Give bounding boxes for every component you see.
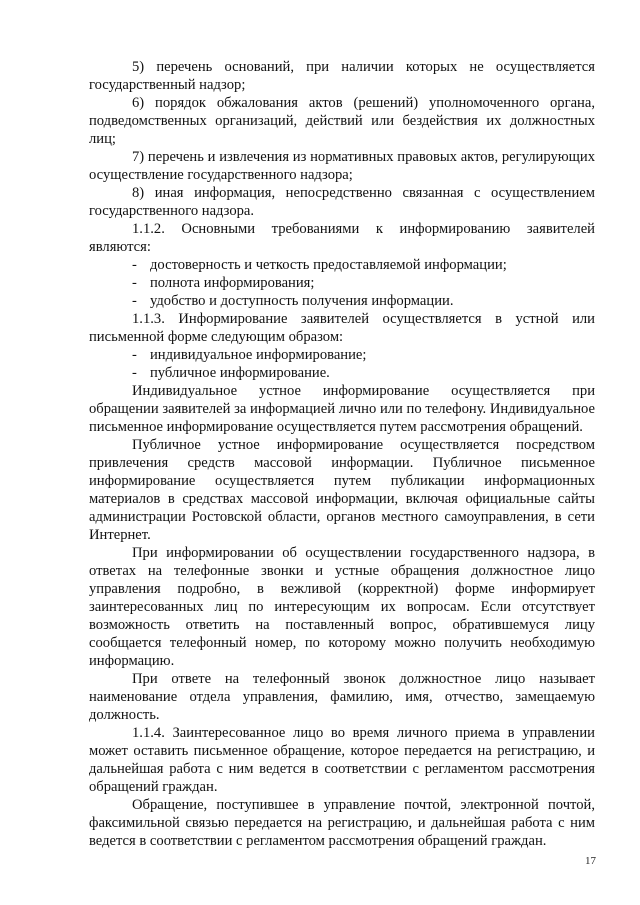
list-item-text: удобство и доступность получения информации. [150, 293, 454, 309]
paragraph-item-7: 7) перечень и извлечения из нормативных правовых актов, регулирующих осуществление государственного надзора; [89, 149, 595, 183]
list-dash: - [132, 275, 137, 291]
list-item-text: достоверность и четкость предоставляемой информации; [150, 257, 507, 273]
paragraph-1-1-3: 1.1.3. Информирование заявителей осуществляется в устной или письменной форме следующим образом: [89, 311, 595, 345]
paragraph-phone-call: При ответе на телефонный звонок должностное лицо называет наименование отдела управления, фамилию, имя, отчество, замещаемую должность. [89, 671, 595, 723]
document-body [89, 58, 595, 850]
list-item [89, 274, 595, 292]
list-item-text: публичное информирование. [150, 365, 330, 381]
list-item [89, 256, 595, 274]
paragraph-1-1-4: 1.1.4. Заинтересованное лицо во время личного приема в управлении может оставить письменное обращение, которое передается на регистрацию, и дальнейшая работа с ним ведется в соответствии с регламентом рассмотрения обращений граждан. [89, 725, 595, 795]
paragraph-public-info: Публичное устное информирование осуществляется посредством привлечения средств массовой информации. Публичное письменное информирование осуществляется путем публикации информационных материалов в средствах массовой информации, включая официальные сайты администрации Ростовской области, органов местного самоуправления, в сети Интернет. [89, 437, 595, 543]
list-dash: - [132, 365, 137, 381]
paragraph-1-1-2: 1.1.2. Основными требованиями к информированию заявителей являются: [89, 221, 595, 255]
paragraph-mail-appeal: Обращение, поступившее в управление почтой, электронной почтой, факсимильной связью передается на регистрацию, и дальнейшая работа с ним ведется в соответствии с регламентом рассмотрения обращений граждан. [89, 797, 595, 849]
list-dash: - [132, 347, 137, 363]
list-item [89, 292, 595, 310]
page-number: 17 [585, 855, 596, 867]
paragraph-individual-info: Индивидуальное устное информирование осуществляется при обращении заявителей за информацией лично или по телефону. Индивидуальное письменное информирование осуществляется путем рассмотрения обращений. [89, 383, 595, 435]
list-item [89, 346, 595, 364]
paragraph-phone-answers: При информировании об осуществлении государственного надзора, в ответах на телефонные звонки и устные обращения должностное лицо управления подробно, в вежливой (корректной) форме информирует заинтересованных лиц по интересующим их вопросам. Если отсутствует возможность ответить на поставленный вопрос, обратившемуся лицу сообщается телефонный номер, по которому можно получить необходимую информацию. [89, 545, 595, 669]
list-dash: - [132, 293, 137, 309]
list-item-text: полнота информирования; [150, 275, 315, 291]
paragraph-item-6: 6) порядок обжалования актов (решений) уполномоченного органа, подведомственных организаций, действий или бездействия их должностных лиц; [89, 95, 595, 147]
list-item-text: индивидуальное информирование; [150, 347, 367, 363]
paragraph-item-8: 8) иная информация, непосредственно связанная с осуществлением государственного надзора. [89, 185, 595, 219]
list-dash: - [132, 257, 137, 273]
paragraph-item-5: 5) перечень оснований, при наличии которых не осуществляется государственный надзор; [89, 59, 595, 93]
list-item [89, 364, 595, 382]
